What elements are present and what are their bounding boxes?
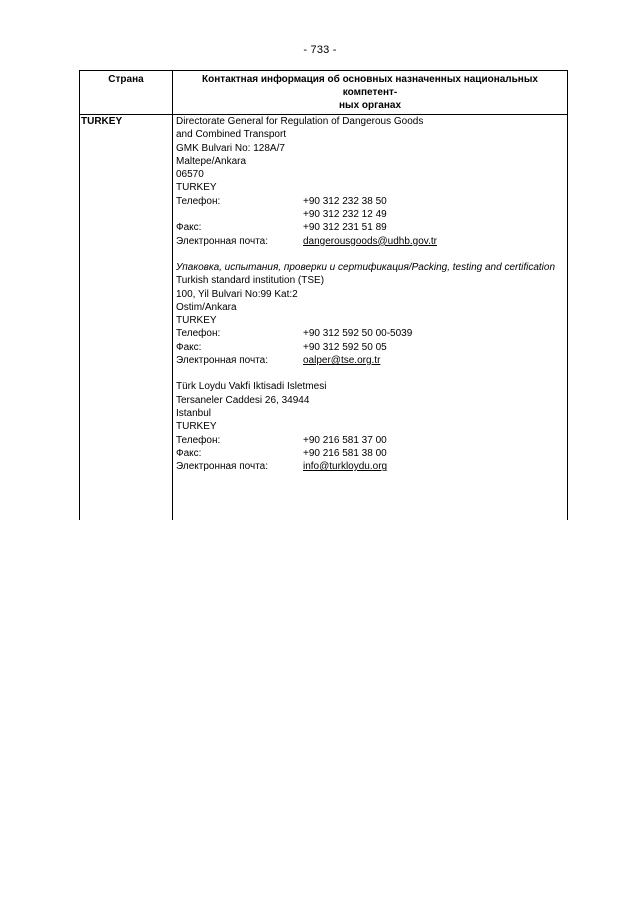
- phone-row-2: [176, 208, 567, 221]
- phone-label: Телефон:: [176, 434, 221, 446]
- address-line: 100, Yil Bulvari No:99 Kat:2: [176, 288, 298, 300]
- page-number: - 733 -: [303, 44, 337, 56]
- table-header-row: [80, 71, 568, 115]
- fax-value: +90 312 592 50 05: [303, 341, 387, 353]
- authority-block-dangerous-goods: [176, 115, 567, 248]
- email-label: Электронная почта:: [176, 461, 269, 473]
- address-line: Ostim/Ankara: [176, 301, 237, 313]
- phone-value: +90 216 581 37 00: [303, 434, 387, 446]
- fax-row: [176, 341, 567, 354]
- email-row: [176, 354, 567, 367]
- address-line: TURKEY: [176, 421, 217, 433]
- address-line: Türk Loydu Vakfi Iktisadi Isletmesi: [176, 381, 327, 393]
- address-line: Directorate General for Regulation of Dangerous Goods: [176, 116, 424, 127]
- fax-label: Факс:: [176, 222, 202, 234]
- phone-row: [176, 195, 567, 208]
- phone-row: [176, 434, 567, 447]
- contact-table: [79, 70, 568, 520]
- address-line: TURKEY: [176, 315, 217, 327]
- email-row: [176, 460, 567, 473]
- authority-block-packing-testing: [176, 261, 567, 367]
- address-line: TURKEY: [176, 182, 217, 194]
- header-country: Страна: [80, 71, 173, 115]
- section-heading: Упаковка, испытания, проверки и сертификация/Packing, testing and certification: [176, 261, 556, 273]
- contact-info-cell: [173, 115, 568, 521]
- fax-value: +90 216 581 38 00: [303, 447, 387, 459]
- country-cell: TURKEY: [80, 115, 173, 521]
- address-line: 06570: [176, 169, 204, 181]
- address-line: Maltepe/Ankara: [176, 155, 247, 167]
- fax-label: Факс:: [176, 447, 202, 459]
- block-spacer: [176, 248, 567, 261]
- block-spacer: [176, 367, 567, 380]
- header-contact-line2: ных органах: [338, 100, 402, 111]
- email-link[interactable]: oalper@tse.org.tr: [303, 355, 381, 367]
- address-line: Tersaneler Caddesi 26, 34944: [176, 394, 310, 406]
- phone-value: +90 312 592 50 00-5039: [303, 328, 413, 340]
- phone-value-2: +90 312 232 12 49: [303, 209, 387, 221]
- table-row: [80, 115, 568, 521]
- phone-label: Телефон:: [176, 195, 221, 207]
- address-line: Istanbul: [176, 407, 212, 419]
- fax-value: +90 312 231 51 89: [303, 222, 387, 234]
- email-label: Электронная почта:: [176, 355, 269, 367]
- email-row: [176, 235, 567, 248]
- fax-label: Факс:: [176, 341, 202, 353]
- address-line: GMK Bulvari No: 128A/7: [176, 142, 285, 154]
- phone-row: [176, 327, 567, 340]
- address-line: Turkish standard institution (TSE): [176, 275, 325, 287]
- phone-label: Телефон:: [176, 328, 221, 340]
- phone-value: +90 312 232 38 50: [303, 195, 387, 207]
- header-contact-line1: Контактная информация об основных назначенных национальных компетент-: [202, 74, 538, 98]
- authority-block-turk-loydu: [176, 380, 567, 473]
- fax-row: [176, 221, 567, 234]
- address-line: and Combined Transport: [176, 129, 287, 141]
- fax-row: [176, 447, 567, 460]
- email-link[interactable]: info@turkloydu.org: [303, 461, 388, 473]
- header-contact-info: [173, 71, 568, 115]
- email-label: Электронная почта:: [176, 235, 269, 247]
- email-link[interactable]: dangerousgoods@udhb.gov.tr: [303, 235, 437, 247]
